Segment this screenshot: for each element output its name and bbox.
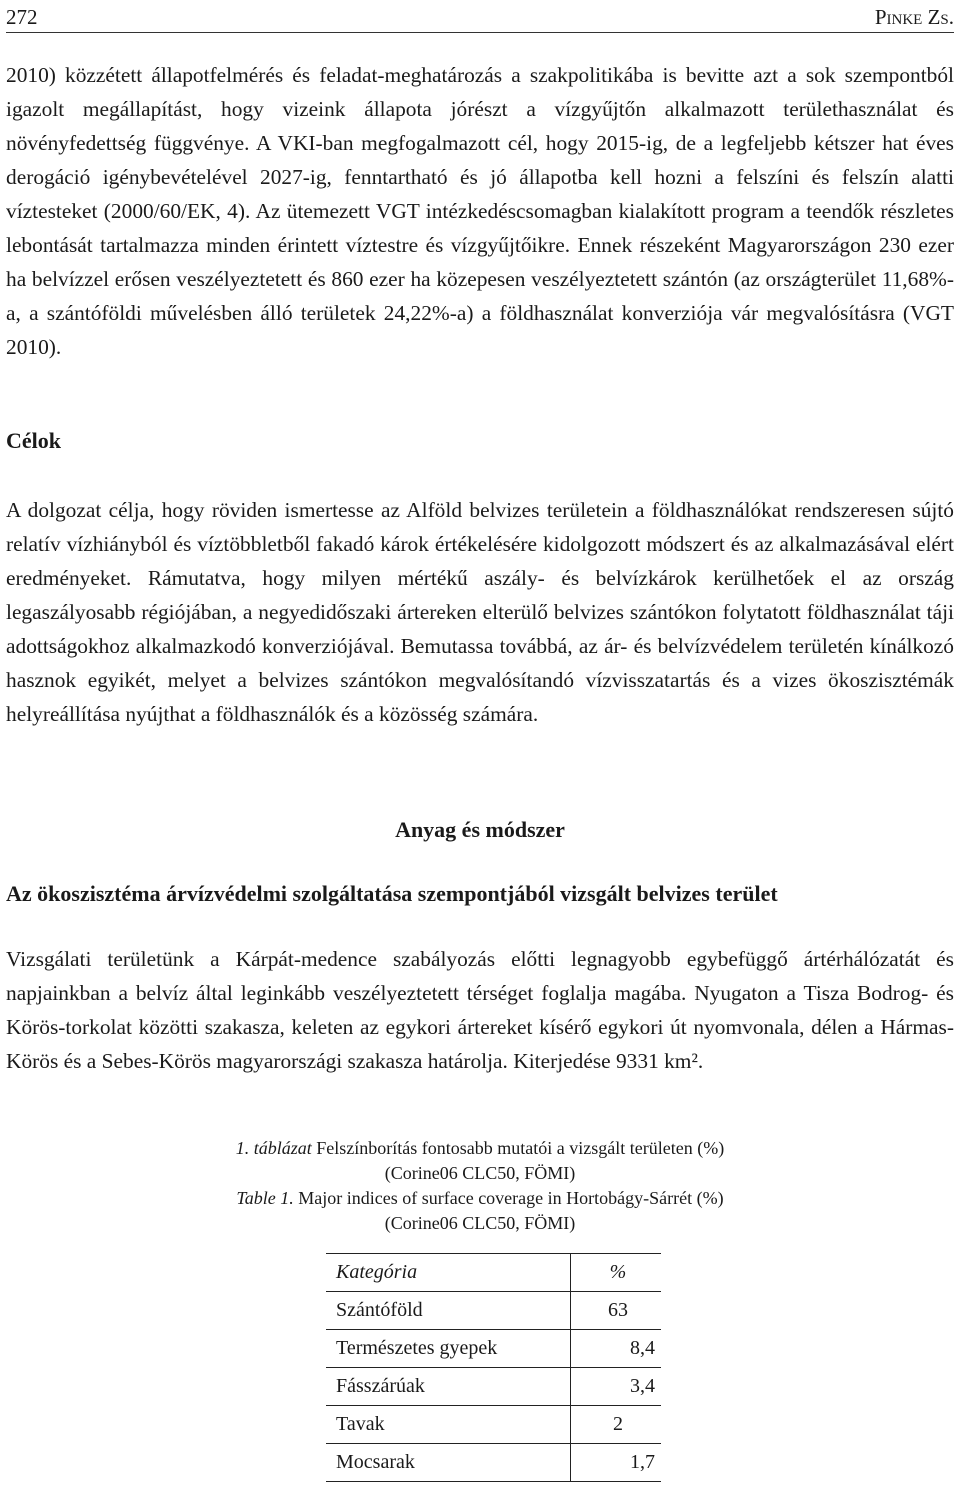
page-number: 272	[6, 5, 38, 29]
section-heading-anyag: Anyag és módszer	[395, 817, 565, 842]
row-value: 63	[571, 1292, 662, 1330]
running-author: Pinke Zs.	[874, 5, 954, 29]
table-row	[326, 1330, 661, 1368]
header-category: Kategória	[326, 1254, 571, 1292]
header-rule	[6, 32, 954, 33]
row-category: Tavak	[326, 1406, 571, 1444]
row-category: Szántóföld	[326, 1292, 571, 1330]
row-value: 3,4	[571, 1368, 662, 1406]
table-row	[326, 1406, 661, 1444]
row-value: 1,7	[571, 1444, 662, 1482]
study-area-paragraph: Vizsgálati területünk a Kárpát-medence szabályozás előtti legnagyobb egybefüggő ártérhálózatát és napjainkban a belvíz által leginkább veszélyeztetett térséget foglalja magába. Nyugaton a Tisza Bodrog- és Körös-torkolat közötti szakasza, keleten az egykori ártereket kísérő egykori út nyomvonala, délen a Hármas-Körös és a Sebes-Körös magyarországi szakasza határolja. Kiterjedése 9331 km².	[6, 947, 954, 1073]
caption-source-en: (Corine06 CLC50, FÖMI)	[384, 1213, 576, 1233]
subsection-heading: Az ökoszisztéma árvízvédelmi szolgáltatása szempontjából vizsgált belvizes terület	[6, 881, 778, 906]
caption-label-en: Table 1.	[236, 1188, 294, 1208]
table-caption-hu	[100, 1136, 860, 1161]
table-row	[326, 1368, 661, 1406]
goals-paragraph: A dolgozat célja, hogy röviden ismertesse az Alföld belvizes területein a földhasználókat rendszeresen sújtó relatív vízhiányból és víztöbbletből fakadó károk értékelésére kidolgozott módszert és az alkalmazásával elért eredményeket. Rámutatva, hogy milyen mértékű aszály- és belvízkárok kerülhetőek el az ország legaszályosabb régiójában, a negyedidőszaki ártereken elterülő belvizes szántókon folytatott földhasználat táji adottságokhoz alkalmazkodó konverziójával. Bemutassa továbbá, az ár- és belvízvédelem területén kínálkozó hasznok egyikét, melyet a belvizes szántókon megvalósítandó vízvisszatartás és a vizes ökoszisztémák helyreállítása nyújthat a földhasználók és a közösség számára.	[6, 498, 954, 726]
row-category: Fásszárúak	[326, 1368, 571, 1406]
surface-coverage-table	[326, 1253, 661, 1482]
running-header	[6, 4, 954, 30]
table-row	[326, 1292, 661, 1330]
caption-source-hu: (Corine06 CLC50, FÖMI)	[384, 1163, 576, 1183]
caption-text-hu: Felszínborítás fontosabb mutatói a vizsgált területen (%)	[316, 1138, 725, 1158]
intro-paragraph: 2010) közzétett állapotfelmérés és feladat-meghatározás a szakpolitikába is bevitte azt a sok szempontból igazolt megállapítást, hogy vizeink állapota jórészt a vízgyűjtőn alkalmazott területhasználat és növényfedettség függvénye. A VKI-ban megfogalmazott cél, hogy 2015-ig, de a legfeljebb kétszer hat éves derogáció igénybevételével 2027-ig, fenntartható és jó állapotba kell hozni a felszíni és felszín alatti víztesteket (2000/60/EK, 4). Az ütemezett VGT intézkedéscsomagban kialakított program a teendők részletes lebontását tartalmazza minden érintett víztestre és vízgyűjtőikre. Ennek részeként Magyarországon 230 ezer ha belvízzel erősen veszélyeztetett és 860 ezer ha közepesen veszélyeztetett szántón (az országterület 11,68%-a, a szántóföldi művelésben álló területek 24,22%-a) a földhasználat konverziója vár megvalósításra (VGT 2010).	[6, 63, 954, 359]
table-caption-en	[100, 1186, 860, 1211]
row-category: Mocsarak	[326, 1444, 571, 1482]
caption-label-hu: 1. táblázat	[235, 1138, 312, 1158]
row-value: 8,4	[571, 1330, 662, 1368]
row-value: 2	[571, 1406, 662, 1444]
table-header-row	[326, 1254, 661, 1292]
section-heading-celok: Célok	[6, 428, 61, 453]
header-percent: %	[571, 1254, 662, 1292]
table-row	[326, 1444, 661, 1482]
row-category: Természetes gyepek	[326, 1330, 571, 1368]
caption-text-en: Major indices of surface coverage in Hortobágy-Sárrét (%)	[298, 1188, 724, 1208]
